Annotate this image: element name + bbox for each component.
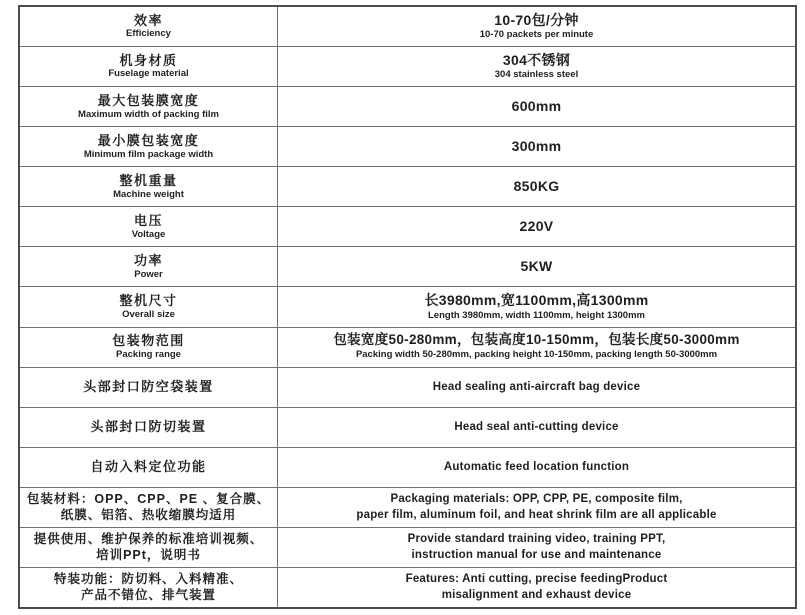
table-row [20,528,795,568]
spec-value-cell [278,448,795,487]
spec-value-cell [278,328,795,367]
spec-label-zh: 最小膜包装宽度 [97,132,200,148]
spec-label-cell [20,207,278,246]
spec-label-en: Maximum width of packing film [78,108,219,120]
table-row [20,247,795,287]
table-row [20,368,795,408]
spec-value-cell [278,47,795,86]
spec-value-cell [278,247,795,286]
spec-label-en: Overall size [122,308,175,320]
table-row [20,167,795,207]
spec-label-zh: 提供使用、维护保养的标准培训视频、 [33,532,264,547]
spec-value-line2: paper film, aluminum foil, and heat shrink film are all applicable [356,509,717,522]
spec-value-main: 10-70包/分钟 [494,11,579,28]
spec-label-zh: 整机尺寸 [119,293,178,309]
spec-value-main: 304不锈钢 [502,51,571,68]
spec-value-cell [278,488,795,527]
spec-label-en: Fuselage material [108,68,189,80]
spec-label-zh: 功率 [133,253,163,269]
table-row [20,87,795,127]
table-row [20,408,795,448]
spec-value-main: Head sealing anti-aircraft bag device [432,380,641,393]
spec-label-cell [20,167,278,206]
spec-value-cell [278,87,795,126]
spec-label-cell [20,448,278,487]
table-row [20,287,795,327]
spec-value-line2: misalignment and exhaust device [441,589,632,602]
table-row [20,488,795,528]
spec-value-main: 850KG [513,178,560,195]
table-row [20,7,795,47]
spec-value-line2: instruction manual for use and maintenance [411,549,662,562]
spec-label-cell [20,368,278,407]
spec-label-cell [20,287,278,326]
spec-label-zh: 效率 [133,12,163,28]
spec-value-cell [278,528,795,567]
spec-label-en: Voltage [131,228,166,240]
spec-value-cell [278,408,795,447]
spec-label-cell [20,528,278,567]
spec-value-main: 长3980mm,宽1100mm,高1300mm [424,292,649,309]
spec-label-cell [20,247,278,286]
spec-value-main: Packaging materials: OPP, CPP, PE, composite film, [390,493,683,506]
spec-label-zh-line2: 纸膜、铝箔、热收缩膜均适用 [60,508,237,523]
spec-value-cell [278,287,795,326]
spec-label-cell [20,568,278,607]
spec-value-cell [278,368,795,407]
spec-label-en: Minimum film package width [83,148,214,160]
spec-value-main: Provide standard training video, training PPT, [407,533,666,546]
spec-label-en: Efficiency [126,28,171,40]
spec-value-cell [278,207,795,246]
spec-value-sub: 10-70 packets per minute [479,29,594,41]
spec-label-cell [20,87,278,126]
spec-value-main: 300mm [511,137,562,154]
spec-label-en: Machine weight [113,188,184,200]
spec-label-cell [20,488,278,527]
table-row [20,207,795,247]
spec-value-cell [278,7,795,46]
spec-label-cell [20,328,278,367]
spec-label-cell [20,47,278,86]
spec-label-cell [20,7,278,46]
spec-label-zh: 机身材质 [119,52,178,68]
spec-label-zh-line2: 产品不错位、排气装置 [80,588,216,603]
spec-label-cell [20,408,278,447]
spec-label-zh: 自动入料定位功能 [90,459,207,475]
spec-value-sub: Length 3980mm, width 1100mm, height 1300mm [428,309,645,321]
spec-value-sub: Packing width 50-280mm, packing height 10-150mm, packing length 50-3000mm [355,349,718,361]
spec-label-zh: 最大包装膜宽度 [97,92,200,108]
spec-label-zh: 特装功能：防切料、入料精准、 [53,572,243,587]
spec-label-en: Power [134,268,163,280]
spec-label-zh: 头部封口防空袋装置 [83,379,214,395]
spec-value-main: Automatic feed location function [443,461,630,474]
table-row [20,47,795,87]
spec-value-cell [278,568,795,607]
spec-value-cell [278,167,795,206]
table-row [20,568,795,607]
spec-label-zh: 头部封口防切装置 [90,419,207,435]
spec-label-en: Packing range [116,348,181,360]
spec-label-zh: 整机重量 [119,173,178,189]
spec-label-zh-line2: 培训PPt，说明书 [96,548,201,563]
spec-value-main: 220V [519,218,554,235]
spec-label-zh: 包装物范围 [112,333,185,349]
table-row [20,448,795,488]
spec-value-main: 包装宽度50-280mm，包装高度10-150mm，包装长度50-3000mm [333,332,740,348]
spec-value-main: Features: Anti cutting, precise feedingProduct [405,573,668,586]
spec-value-main: 5KW [520,258,553,275]
table-row [20,127,795,167]
spec-value-main: 600mm [511,97,562,114]
spec-value-main: Head seal anti-cutting device [454,420,619,433]
spec-label-cell [20,127,278,166]
table-row [20,328,795,368]
spec-table [18,5,797,609]
spec-label-zh: 包装材料：OPP、CPP、PE 、复合膜、 [26,492,271,507]
spec-value-cell [278,127,795,166]
spec-label-zh: 电压 [133,213,163,229]
spec-value-sub: 304 stainless steel [494,69,579,81]
